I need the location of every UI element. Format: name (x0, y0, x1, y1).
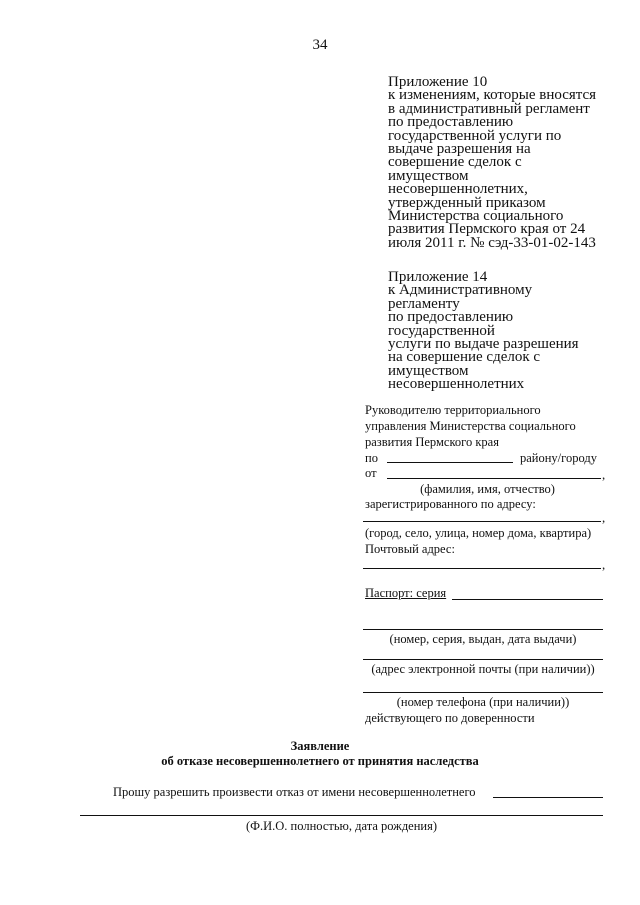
appendix-10-line: несовершеннолетних, (388, 181, 528, 198)
appendix-14-line: на совершение сделок с (388, 349, 541, 366)
appendix-14-line: государственной (388, 322, 495, 339)
registered-address-field[interactable] (363, 521, 601, 522)
appendix-14-line: по предоставлению (388, 309, 514, 326)
fio-hint: (фамилия, имя, отчество) (420, 482, 555, 496)
addressee-line-2: управления Министерства социального (365, 419, 576, 433)
comma: , (602, 510, 606, 525)
appendix-10-line: в административный регламент (388, 100, 590, 117)
passport-label: Паспорт: серия (365, 586, 447, 600)
phone-field[interactable] (363, 692, 603, 693)
applicant-name-field[interactable] (387, 478, 601, 479)
po-label: по (365, 451, 378, 465)
appendix-14-line: к Административному (388, 282, 533, 299)
postal-address-field[interactable] (363, 568, 601, 569)
district-label: району/городу (520, 451, 597, 465)
appendix-14-line: услуги по выдаче разрешения (388, 336, 579, 353)
appendix-10-line: утвержденный приказом (388, 194, 546, 211)
appendix-10-line: Министерства социального (388, 208, 564, 225)
appendix-14-line: регламенту (388, 295, 460, 312)
passport-details-field[interactable] (363, 629, 603, 630)
appendix-10-line: развития Пермского края от 24 (388, 221, 586, 238)
passport-series-field[interactable] (452, 599, 603, 600)
statement-title: Заявление (290, 739, 350, 753)
district-field[interactable] (387, 462, 513, 463)
comma: , (602, 467, 606, 482)
appendix-10-line: к изменениям, которые вносятся (388, 87, 597, 104)
appendix-10-line: государственной услуги по (388, 127, 562, 144)
appendix-10-line: по предоставлению (388, 114, 514, 131)
minor-name-field[interactable] (80, 815, 603, 816)
proxy-label: действующего по доверенности (365, 711, 535, 725)
appendix-14-block (388, 271, 579, 392)
appendix-10-block (388, 76, 596, 250)
minor-hint: (Ф.И.О. полностью, дата рождения) (245, 819, 438, 833)
appendix-10-line: имуществом (388, 167, 469, 184)
appendix-10-line: июля 2011 г. № сэд-33-01-02-143 (388, 234, 596, 251)
request-text: Прошу разрешить произвести отказ от имени несовершеннолетнего (113, 785, 476, 799)
addressee-line-1: Руководителю территориального (365, 403, 541, 417)
appendix-10-line: Приложение 10 (388, 74, 488, 90)
appendix-14-line: имуществом (388, 362, 469, 379)
postal-label: Почтовый адрес: (365, 542, 455, 556)
passport-hint: (номер, серия, выдан, дата выдачи) (389, 632, 577, 646)
appendix-10-line: совершение сделок с (388, 154, 522, 171)
appendix-10-line: выдаче разрешения на (388, 141, 531, 158)
comma: , (602, 557, 606, 572)
statement-subtitle: об отказе несовершеннолетнего от принятия наследства (161, 754, 479, 768)
email-field[interactable] (363, 659, 603, 660)
minor-name-short-field[interactable] (493, 797, 603, 798)
phone-hint: (номер телефона (при наличии)) (396, 695, 570, 709)
addressee-line-3: развития Пермского края (365, 435, 499, 449)
address-hint: (город, село, улица, номер дома, квартира) (365, 526, 592, 540)
appendix-14-line: несовершеннолетних (388, 376, 525, 393)
appendix-14-line: Приложение 14 (388, 269, 488, 285)
email-hint: (адрес электронной почты (при наличии)) (371, 662, 595, 676)
registered-label: зарегистрированного по адресу: (365, 497, 536, 511)
from-label: от (365, 466, 377, 480)
page-number: 34 (312, 37, 328, 53)
